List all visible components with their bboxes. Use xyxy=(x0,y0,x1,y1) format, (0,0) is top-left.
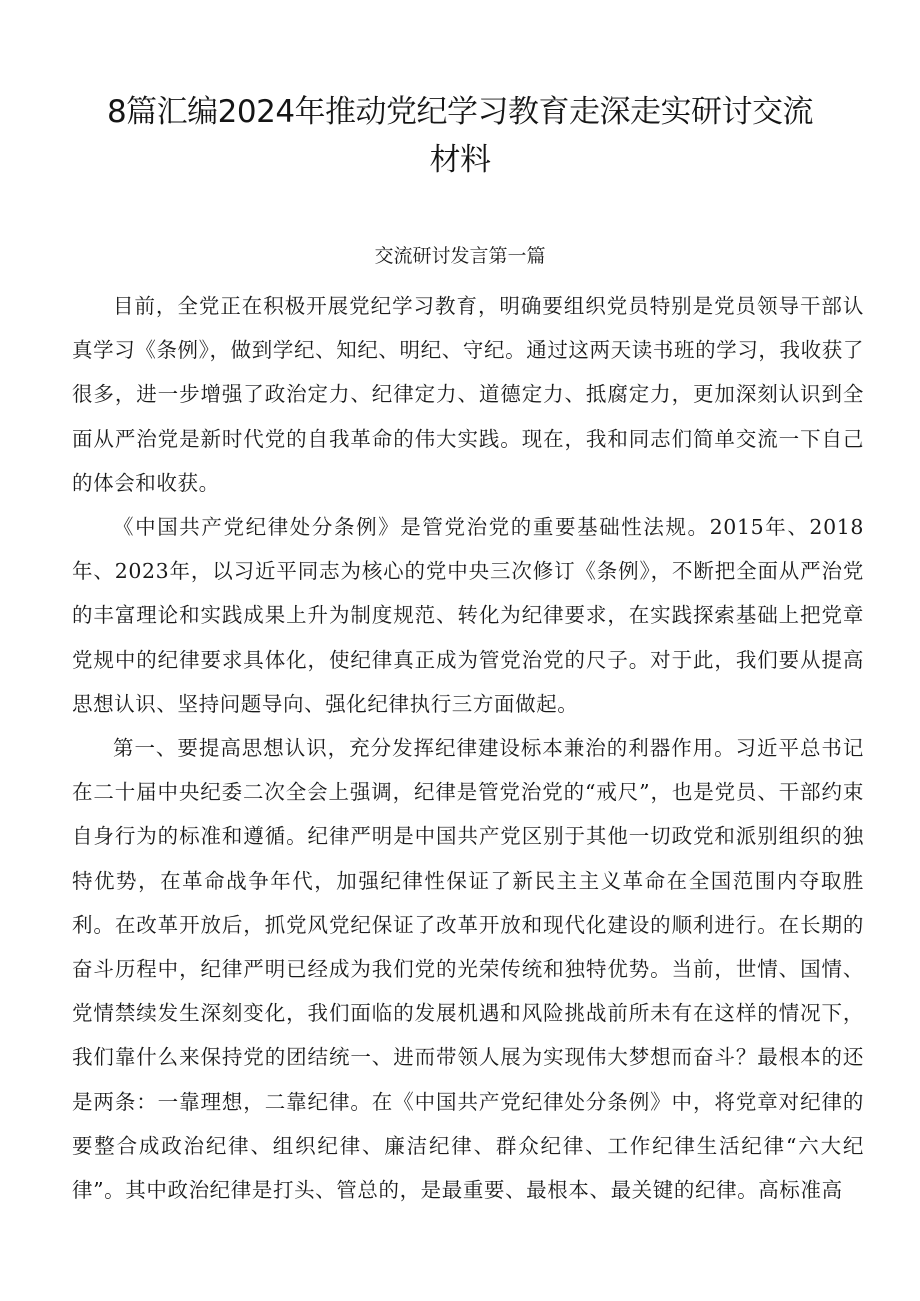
document-title-line-2: 材料 xyxy=(429,142,491,178)
document-body xyxy=(72,284,864,1212)
body-paragraph-1: 目前，全党正在积极开展党纪学习教育，明确要组织党员特别是党员领导干部认真学习《条例》，做到学纪、知纪、明纪、守纪。通过这两天读书班的学习，我收获了很多，进一步增强了政治定力、纪律定力、道德定力、抵腐定力，更加深刻认识到全面从严治党是新时代党的自我革命的伟大实践。现在，我和同志们简单交流一下自己的体会和收获。 xyxy=(72,294,864,495)
document-title-line-1: 8篇汇编2024年推动党纪学习教育走深走实研讨交流 xyxy=(106,94,814,130)
body-paragraph-3: 第一、要提高思想认识，充分发挥纪律建设标本兼治的利器作用。习近平总书记在二十届中央纪委二次全会上强调，纪律是管党治党的“戒尺”，也是党员、干部约束自身行为的标准和遵循。纪律严明是中国共产党区别于其他一切政党和派别组织的独特优势，在革命战争年代，加强纪律性保证了新民主主义革命在全国范围内夺取胜利。在改革开放后，抓党风党纪保证了改革开放和现代化建设的顺利进行。在长期的奋斗历程中，纪律严明已经成为我们党的光荣传统和独特优势。当前，世情、国情、党情禁续发生深刻变化，我们面临的发展机遇和风险挑战前所未有在这样的情况下，我们靠什么来保持党的团结统一、进而带领人展为实现伟大梦想而奋斗？最根本的还是两条：一靠理想，二靠纪律。在《中国共产党纪律处分条例》中，将党章对纪律的要整合成政治纪律、组织纪律、廉洁纪律、群众纪律、工作纪律生活纪律“六大纪律”。其中政治纪律是打头、管总的，是最重要、最根本、最关键的纪律。高标准高 xyxy=(72,736,864,1203)
section-heading: 交流研讨发言第一篇 xyxy=(374,245,546,267)
body-paragraph-2: 《中国共产党纪律处分条例》是管党治党的重要基础性法规。2015年、2018年、2023年，以习近平同志为核心的党中央三次修订《条例》，不断把全面从严治党的丰富理论和实践成果上升为制度规范、转化为纪律要求，在实践探索基础上把党章党规中的纪律要求具体化，使纪律真正成为管党治党的尺子。对于此，我们要从提高思想认识、坚持问题导向、强化纪律执行三方面做起。 xyxy=(72,515,864,716)
document-title xyxy=(60,88,860,184)
